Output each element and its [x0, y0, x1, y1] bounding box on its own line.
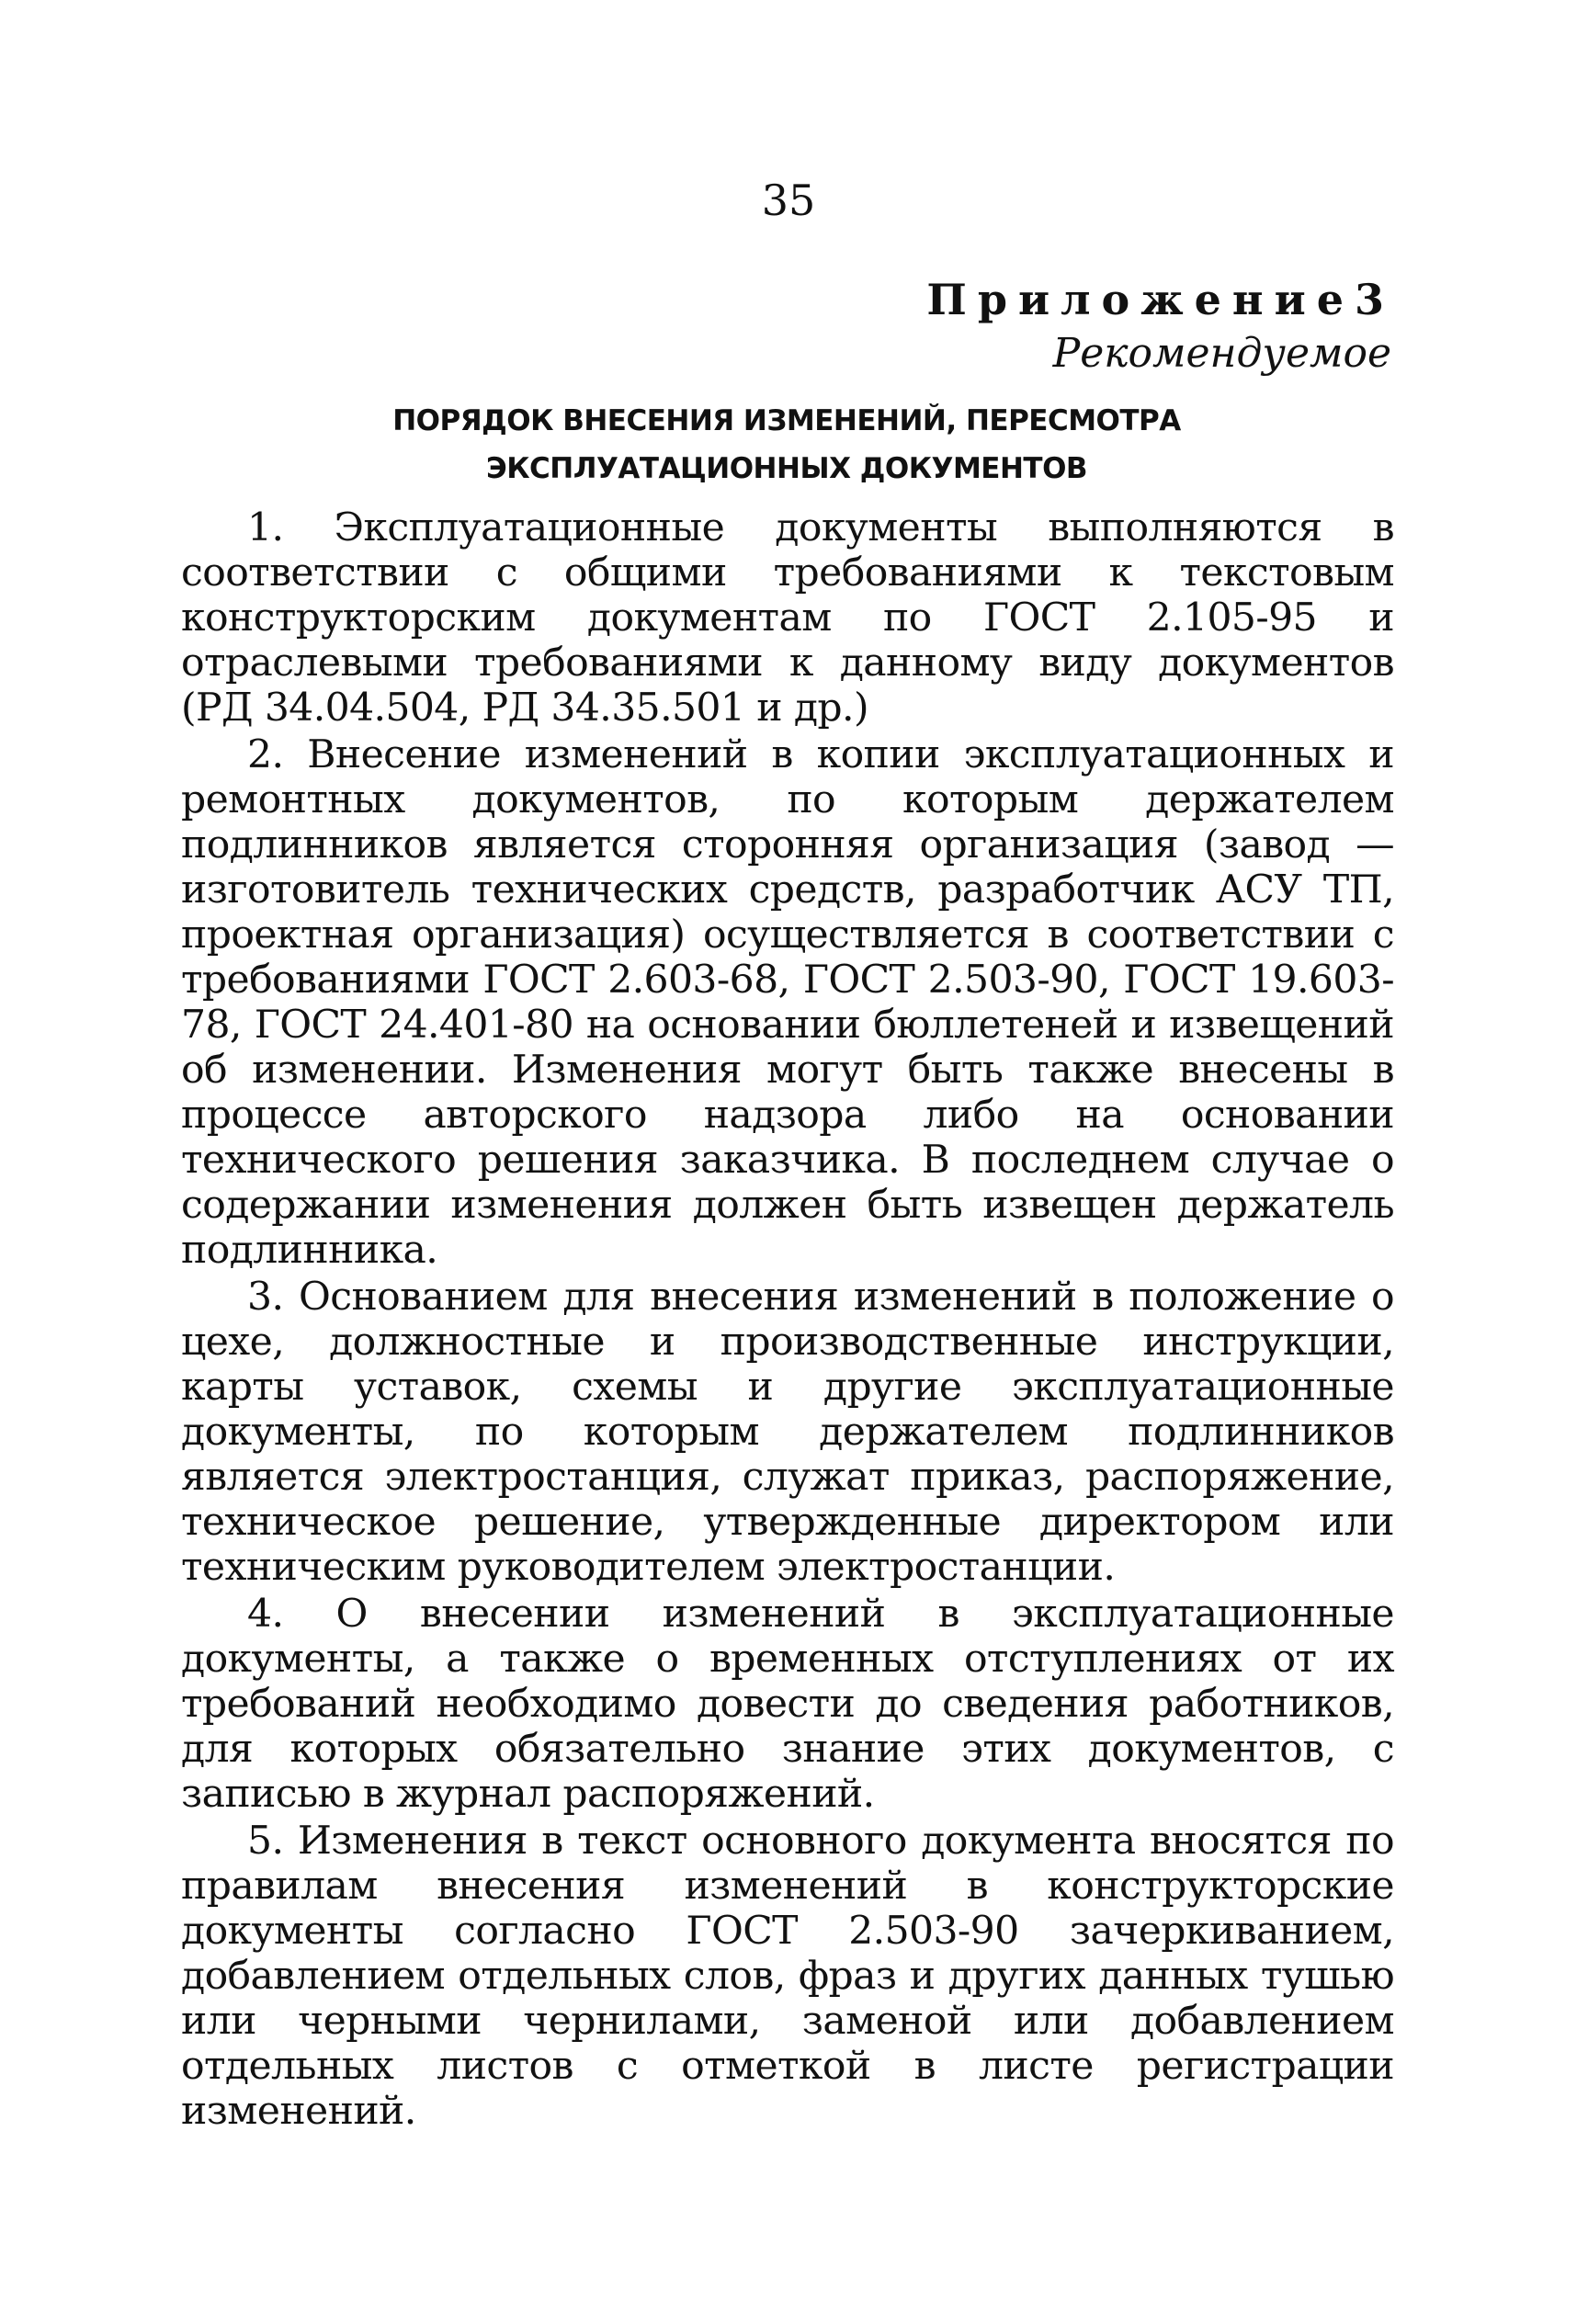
paragraph-4: 4. О внесении изменений в эксплуатационные документы, а также о временных отступлениях от их требований необходимо довести до сведения работников, для которых обязательно знание этих документов, с записью в журнал распоряжений.: [181, 1592, 1394, 1817]
paragraph-2: 2. Внесение изменений в копии эксплуатационных и ремонтных документов, по которым держателем подлинников является сторонняя организация (завод — изготовитель технических средств, разработчик АСУ ТП, проектная организация) осуществляется в соответствии с требованиями ГОСТ 2.603-68, ГОСТ 2.503-90, ГОСТ 19.603-78, ГОСТ 24.401-80 на основании бюллетеней и извещений об изменении. Изменения могут быть также внесены в процессе авторского надзора либо на основании технического решения заказчика. В последнем случае о содержании изменения должен быть извещен держатель подлинника.: [181, 732, 1394, 1273]
heading-line-1: ПОРЯДОК ВНЕСЕНИЯ ИЗМЕНЕНИЙ, ПЕРЕСМОТРА: [392, 404, 1181, 437]
section-heading: [182, 397, 1391, 493]
paragraph-3: 3. Основанием для внесения изменений в положение о цехе, должностные и производственные инструкции, карты уставок, схемы и другие эксплуатационные документы, по которым держателем подлинников является электростанция, служат приказ, распоряжение, техническое решение, утвержденные директором или техническим руководителем электростанции.: [181, 1275, 1394, 1590]
paragraph-5: 5. Изменения в текст основного документа вносятся по правилам внесения изменений в конструкторские документы согласно ГОСТ 2.503-90 зачеркиванием, добавлением отдельных слов, фраз и других данных тушью или черными чернилами, заменой или добавлением отдельных листов с отметкой в листе регистрации изменений.: [181, 1819, 1394, 2134]
heading-line-2: ЭКСПЛУАТАЦИОННЫХ ДОКУМЕНТОВ: [485, 452, 1088, 485]
body-text: [181, 505, 1394, 2134]
appendix-status: Рекомендуемое: [1052, 330, 1391, 377]
appendix-title: Приложение3: [926, 275, 1395, 324]
page-number: 35: [761, 176, 816, 225]
paragraph-1: 1. Эксплуатационные документы выполняются в соответствии с общими требованиями к текстовым конструкторским документам по ГОСТ 2.105-95 и отраслевыми требованиями к данному виду документов (РД 34.04.504, РД 34.35.501 и др.): [181, 505, 1394, 731]
